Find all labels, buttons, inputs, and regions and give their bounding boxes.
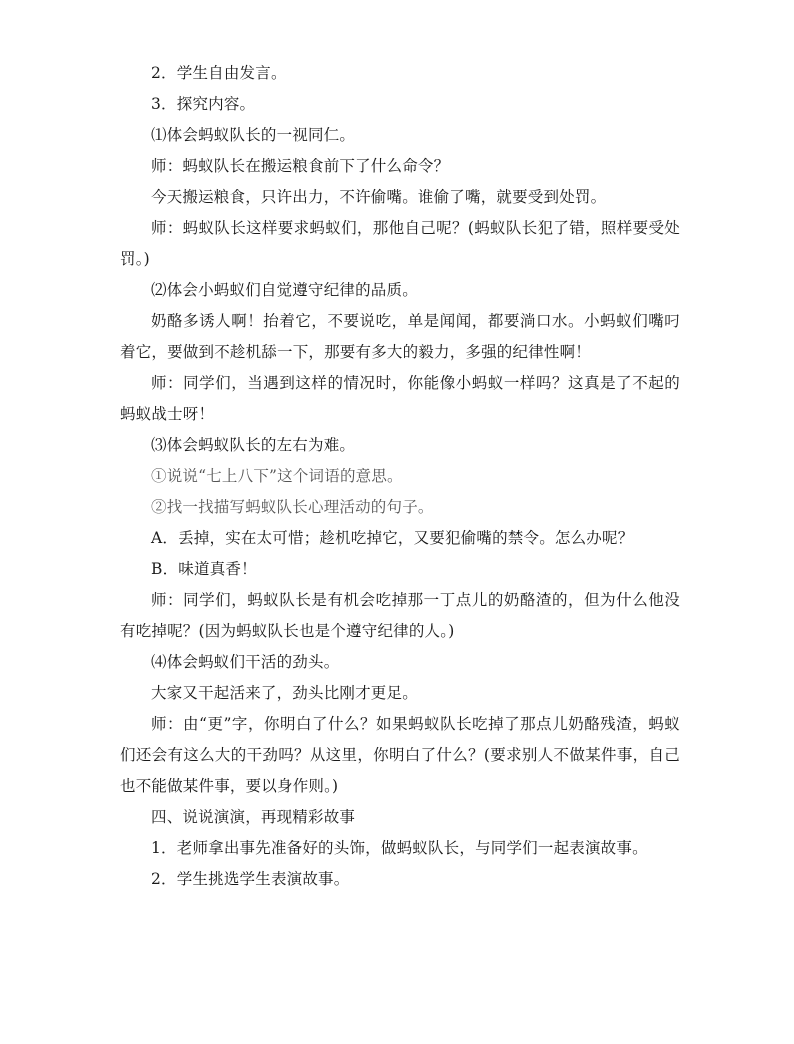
- subheading-dilemma: ⑶体会蚂蚁队长的左右为难。: [151, 436, 356, 454]
- document-body: [120, 58, 680, 895]
- task-word-meaning: ①说说“七上八下”这个词语的意思。: [151, 467, 403, 485]
- subheading-equal-treatment: ⑴体会蚂蚁队长的一视同仁。: [151, 126, 356, 144]
- sentence-b: B．味道真香！: [151, 560, 257, 578]
- sentence-a: A．丢掉，实在太可惜；趁机吃掉它，又要犯偷嘴的禁令。怎么办呢？: [151, 529, 634, 547]
- subheading-discipline: ⑵体会小蚂蚁们自觉遵守纪律的品质。: [151, 281, 418, 299]
- list-item-student-speak: 2．学生自由发言。: [151, 64, 287, 82]
- section-heading-perform: 四、说说演演，再现精彩故事: [151, 808, 356, 826]
- teacher-question-like-ants: 师：同学们，当遇到这样的情况时，你能像小蚂蚁一样吗？这真是了不起的蚂蚁战士呀！: [120, 374, 680, 423]
- quote-work-again: 大家又干起活来了，劲头比刚才更足。: [151, 684, 418, 702]
- teacher-question-geng: 师：由“更”字，你明白了什么？如果蚂蚁队长吃掉了那点儿奶酪残渣，蚂蚁们还会有这么大的干劲吗？从这里，你明白了什么？(要求别人不做某件事，自己也不能做某件事，要以身作则。): [120, 715, 680, 795]
- teacher-question-command: 师：蚂蚁队长在搬运粮食前下了什么命令？: [151, 157, 450, 175]
- task-find-sentences: ②找一找描写蚂蚁队长心理活动的句子。: [151, 498, 434, 516]
- list-item-students-perform: 2．学生挑选学生表演故事。: [151, 870, 350, 888]
- quote-command: 今天搬运粮食，只许出力，不许偷嘴。谁偷了嘴，就要受到处罚。: [151, 188, 607, 206]
- teacher-question-captain-self: 师：蚂蚁队长这样要求蚂蚁们，那他自己呢？(蚂蚁队长犯了错，照样要受处罚。): [120, 219, 680, 268]
- list-item-teacher-perform: 1．老师拿出事先准备好的头饰，做蚂蚁队长，与同学们一起表演故事。: [151, 839, 648, 857]
- teacher-question-why-not-eat: 师：同学们，蚂蚁队长是有机会吃掉那一丁点儿的奶酪渣的，但为什么他没有吃掉呢？(因为蚂蚁队长也是个遵守纪律的人。): [120, 591, 680, 640]
- list-item-explore-content: 3．探究内容。: [151, 95, 256, 113]
- quote-cheese-temptation: 奶酪多诱人啊！抬着它，不要说吃，单是闻闻，都要淌口水。小蚂蚁们嘴叼着它，要做到不趁机舔一下，那要有多大的毅力，多强的纪律性啊！: [120, 312, 680, 361]
- subheading-work-energy: ⑷体会蚂蚁们干活的劲头。: [151, 653, 340, 671]
